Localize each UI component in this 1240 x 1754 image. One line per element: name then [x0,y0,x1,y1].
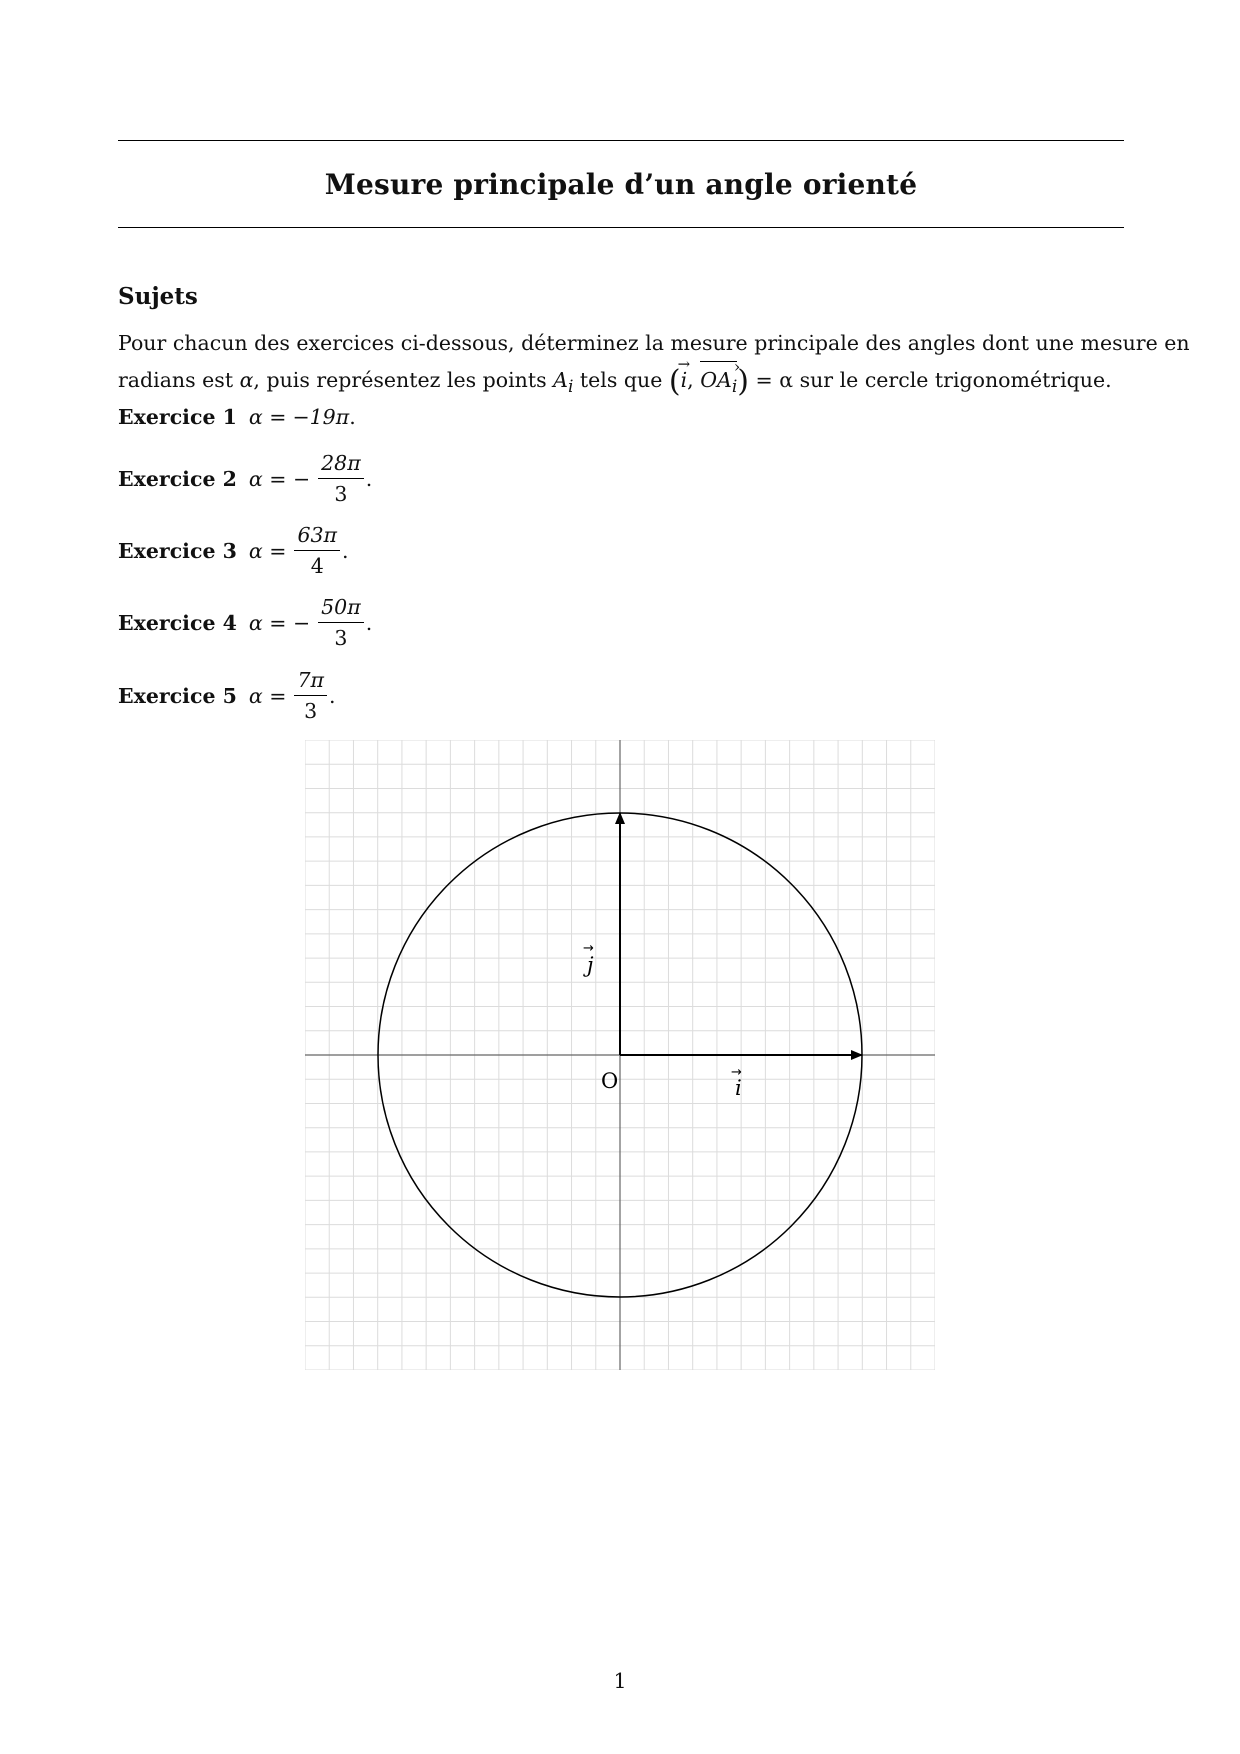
fraction-denominator: 3 [304,699,318,723]
exercise-end: . [349,405,356,429]
instructions-paragraph [118,326,1190,405]
fraction-denominator: 3 [334,626,348,650]
exercise-lhs: α = − [248,610,311,635]
fraction-numerator: 63π [294,522,340,551]
exercise-end: . [365,610,373,635]
instructions-text: = α sur le cercle trigonométrique. [749,368,1112,392]
fraction-denominator: 3 [334,482,348,506]
i-label-arrow: → [731,1065,742,1080]
exercise-fraction [294,522,340,579]
instructions-line-2: radians est α, puis représentez les points $A_i$ tels que (→ i, $OA_i$ ›) = α sur le cercle trigonométrique. [118,361,1124,405]
exercise-end: . [328,683,336,708]
instructions-text: , puis représentez les points [253,368,554,392]
section-title: Sujets [118,283,198,310]
vector-oa [700,361,737,405]
point-index: i [567,377,574,398]
i-label [731,1065,742,1100]
exercise-end: . [342,538,349,563]
exercise-lhs: α = [248,538,287,563]
exercise-label: Exercice 4 [118,610,237,635]
vector-oa-index: i [731,377,738,398]
instructions-text: tels que [573,368,669,392]
page-title: Mesure principale d’un angle orienté [324,168,918,201]
j-label [583,941,594,977]
exercise-value: −19π [292,405,350,429]
exercise-fraction [294,667,327,724]
right-paren: ) [737,364,749,399]
exercise-4 [118,594,372,651]
j-label-arrow: → [583,941,594,956]
header-top-rule [118,140,1124,141]
instructions-line-1: Pour chacun des exercices ci-dessous, déterminez la mesure principale des angles dont une mesure en [118,331,1190,355]
fraction-numerator: 50π [318,594,364,623]
exercise-end: . [365,466,373,491]
page-number: 1 [613,1669,627,1693]
exercise-label: Exercice 1 [118,405,237,429]
left-paren: ( [668,364,681,399]
exercise-5 [118,667,336,724]
exercise-label: Exercice 2 [118,466,237,491]
exercise-lhs: α = [248,683,287,708]
header-bottom-rule [118,227,1124,228]
point-name: A [553,368,568,392]
fraction-denominator: 4 [310,554,324,578]
exercise-fraction [318,594,364,651]
exercise-fraction [318,450,364,507]
fraction-numerator: 28π [318,450,364,479]
exercise-3 [118,522,349,579]
alpha-symbol: α [239,368,254,392]
vector-oa-label: OA [700,368,732,392]
exercise-lhs: α = [248,405,287,429]
vector-i: → i [681,363,688,398]
fraction-numerator: 7π [294,667,327,696]
instructions-text: radians est [118,368,240,392]
i-label-letter: i [735,1076,742,1100]
exercise-1 [118,405,356,429]
exercise-2 [118,450,372,507]
exercise-lhs: α = − [248,466,311,491]
trigonometric-circle-figure [305,740,935,1370]
origin-label: O [601,1069,619,1093]
exercise-label: Exercice 5 [118,683,237,708]
exercise-label: Exercice 3 [118,538,237,563]
j-label-letter: j [587,953,594,977]
